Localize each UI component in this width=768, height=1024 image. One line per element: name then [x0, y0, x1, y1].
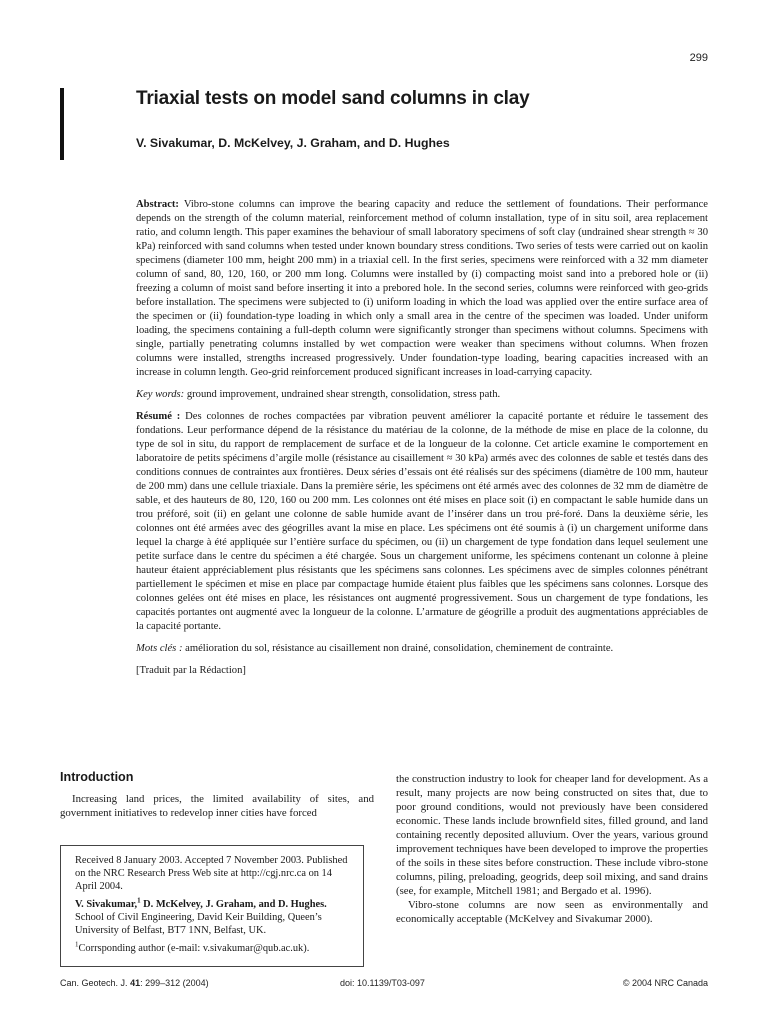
resume-text: Des colonnes de roches compactées par vibration peuvent améliorer la capacité portante et réduire le tassement des fondations. Leur performance dépend de la résistance du matériau de la colonne, de la méthode de mise en place de la colonne, du type de sol in situ, du rapport de remplacement de surface et de la longueur de la colonne. Cet article examine le comportement en laboratoire de petits spécimens d’argile molle (résistance au cisaillement ≈ 30 kPa) armés avec des colonnes de sable et testés dans des conditions connues de contraintes aux frontières. Deux séries d’essais ont été réalisés sur des spécimens (diamètre de 100 mm, hauteur de 200 mm) dans une cellule triaxiale. Dans la première série, les spécimens ont été armés avec des colonnes de 32 mm de diamètre de sable, et des hauteurs de 80, 120, 160 ou 200 mm. Les colonnes ont été mises en place soit (i) en compactant le sable humide dans un trou préforé, soit (ii) en gelant une colonne de sable humide avant de l’insérer dans un trou pré-foré. Dans la deuxième série, les colonnes ont été armées avec des géogrilles avant la mise en place. Les spécimens ont été soumis à (i) un chargement uniforme dans lequel la charge à été appliquée sur l’entière surface du spécimen, ou (ii) un chargement de type fondation dans lequel seulement une petite surface dans le centre du spécimen a été chargée. Sous un chargement uniforme, les spécimens contenant un colonne à pleine hauteur étaient appréciablement plus résistants que les spécimens sans colonnes. Les spécimens avec de simples colonnes pénétrant partiellement le spécimen et mise en place par compactage humide étaient plus faibles que les spécimens sans colonnes. Lorsque des colonnes gelées ont été mises en place, les résistances ont augmenté progressivement. Sous un chargement de type fondations, les capacités portantes ont augmenté avec la longueur de la colonne. L’armature de géogrille a produit des augmentations appréciables de la capacité portante.	[136, 411, 708, 632]
right-column	[396, 772, 708, 926]
introduction-right-p2: Vibro-stone columns are now seen as environmentally and economically acceptable (McKelvey and Sivakumar 2000).	[396, 899, 708, 925]
received-dates: Received 8 January 2003. Accepted 7 November 2003. Published on the NRC Research Press Web site at http://cgj.nrc.ca on 14 April 2004.	[75, 855, 348, 892]
left-column	[60, 770, 374, 820]
journal-pages: : 299–312 (2004)	[140, 978, 209, 988]
corresponding-text: Corrsponding author (e-mail: v.sivakumar@qub.ac.uk).	[78, 943, 310, 954]
title-rule	[60, 88, 64, 160]
introduction-heading: Introduction	[60, 770, 134, 784]
corresponding-marker: 1	[75, 940, 79, 949]
translation-note: [Traduit par la Rédaction]	[136, 665, 246, 676]
author-affiliation	[75, 898, 355, 937]
author-list: V. Sivakumar, D. McKelvey, J. Graham, and D. Hughes	[136, 136, 450, 150]
footnote-box	[60, 845, 364, 967]
copyright: © 2004 NRC Canada	[622, 978, 708, 988]
mots-cles-paragraph	[136, 642, 708, 656]
abstract-label: Abstract:	[136, 199, 179, 210]
abstract-paragraph	[136, 198, 708, 380]
page-number: 299	[689, 52, 708, 64]
journal-name: Can. Geotech. J.	[60, 978, 128, 988]
resume-label: Résumé :	[136, 411, 181, 422]
introduction-left-text: Increasing land prices, the limited availability of sites, and government initiatives to redevelop inner cities have forced	[60, 793, 374, 819]
corresponding-author	[75, 942, 355, 955]
mots-cles-label: Mots clés :	[136, 643, 183, 654]
article-title: Triaxial tests on model sand columns in clay	[136, 88, 530, 109]
keywords-label: Key words:	[136, 389, 185, 400]
footnote-content	[75, 854, 355, 960]
resume-paragraph	[136, 410, 708, 634]
footnote-first-author	[75, 896, 327, 910]
abstract-text: Vibro-stone columns can improve the bearing capacity and reduce the settlement of foundations. Their performance depends on the strength of the column material, reinforcement method of column installation, type of in situ soil, area replacement ratio, and column length. This paper examines the behaviour of small laboratory specimens of soft clay (undrained shear strength ≈ 30 kPa) reinforced with sand columns when tested under known boundary stress conditions. Two series of tests were carried out on kaolin specimens (diameter 100 mm, height 200 mm) in a triaxial cell. In the first series, specimens were reinforced with a 32 mm diameter column of sand, 80, 120, 160, or 200 mm long. Columns were installed by (i) compacting moist sand into a prebored hole or (ii) freezing a column of moist sand before inserting it into a prebored hole. In the second series, columns were reinforced with geo-grids before installation. The specimens were subjected to (i) uniform loading in which the load was applied over the entire surface area of the specimen or (ii) foundation-type loading in which only a small area in the centre of the specimen was loaded. Under uniform loading, the specimens containing a full-depth column were significantly stronger than specimens without columns. Specimens with single, partially penetrating columns installed by wet compaction were weaker than specimens without columns. When frozen columns were installed, strengths increased progressively. Under foundation-type loading, bearing capacities increased with an increase in column length. Geo-grid reinforcement produced significant increases in load-carrying capacity.	[136, 199, 708, 378]
doi: doi: 10.1139/T03-097	[340, 978, 425, 988]
mots-cles-text: amélioration du sol, résistance au cisaillement non drainé, consolidation, cheminement de contrainte.	[185, 643, 614, 654]
footnote-marker: 1	[137, 896, 141, 905]
journal-volume: 41	[130, 978, 141, 988]
journal-citation	[60, 978, 209, 988]
affiliation-text: School of Civil Engineering, David Keir Building, Queen’s University of Belfast, BT7 1NN, Belfast, UK.	[75, 912, 322, 936]
introduction-right-p1: the construction industry to look for cheaper land for development. As a result, many projects are now being constructed on sites that, due to poor ground conditions, would not previously have been considered economic. These lands include brownfield sites, filled ground, and land containing recently deposited alluvium. Over the years, various ground improvement techniques have been developed to improve the properties of the soils in these sites before construction. These include vibro-stone columns, piling, preloading, geogrids, deep soil mixing, and sand drains (see, for example, Mitchell 1981; and Bergado et al. 1996).	[396, 773, 708, 897]
footnote-coauthors: D. McKelvey, J. Graham, and D. Hughes.	[140, 899, 327, 910]
footnote-first-author-name: V. Sivakumar,	[75, 899, 138, 910]
abstract-block	[136, 198, 708, 686]
keywords-text: ground improvement, undrained shear strength, consolidation, stress path.	[186, 389, 501, 400]
keywords-paragraph	[136, 388, 708, 402]
